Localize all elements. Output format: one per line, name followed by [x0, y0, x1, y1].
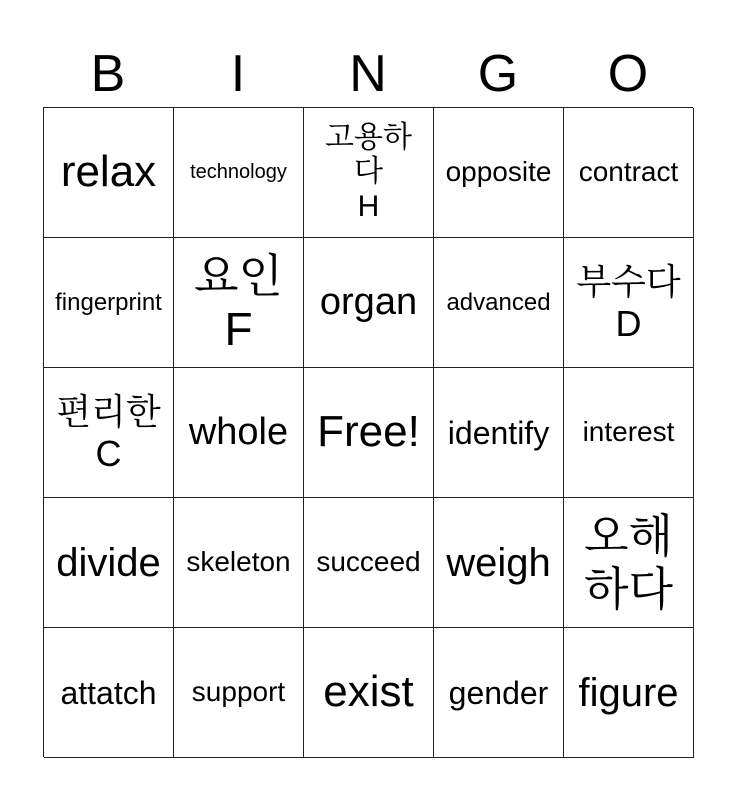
bingo-cell[interactable]: 고용하 다 H: [304, 108, 434, 238]
bingo-header: [43, 40, 693, 108]
bingo-cell[interactable]: interest: [564, 368, 694, 498]
bingo-cell[interactable]: divide: [44, 498, 174, 628]
bingo-card-grid: [43, 107, 693, 757]
bingo-cell[interactable]: support: [174, 628, 304, 758]
bingo-cell[interactable]: 부수다 D: [564, 238, 694, 368]
bingo-cell[interactable]: weigh: [434, 498, 564, 628]
bingo-cell[interactable]: advanced: [434, 238, 564, 368]
bingo-cell[interactable]: succeed: [304, 498, 434, 628]
free-space-cell[interactable]: Free!: [304, 368, 434, 498]
bingo-cell[interactable]: organ: [304, 238, 434, 368]
bingo-cell[interactable]: 오해 하다: [564, 498, 694, 628]
header-letter-n: N: [349, 45, 387, 103]
bingo-cell[interactable]: skeleton: [174, 498, 304, 628]
bingo-cell[interactable]: exist: [304, 628, 434, 758]
bingo-cell[interactable]: opposite: [434, 108, 564, 238]
bingo-cell[interactable]: 편리한 C: [44, 368, 174, 498]
bingo-cell[interactable]: technology: [174, 108, 304, 238]
bingo-cell[interactable]: 요인 F: [174, 238, 304, 368]
bingo-cell[interactable]: gender: [434, 628, 564, 758]
bingo-cell[interactable]: attatch: [44, 628, 174, 758]
header-letter-i: I: [230, 45, 246, 103]
bingo-cell[interactable]: identify: [434, 368, 564, 498]
bingo-cell[interactable]: whole: [174, 368, 304, 498]
bingo-cell[interactable]: figure: [564, 628, 694, 758]
bingo-cell[interactable]: relax: [44, 108, 174, 238]
header-letter-o: O: [607, 45, 649, 103]
bingo-cell[interactable]: fingerprint: [44, 238, 174, 368]
header-letter-b: B: [90, 45, 126, 103]
header-letter-g: G: [477, 45, 519, 103]
bingo-cell[interactable]: contract: [564, 108, 694, 238]
